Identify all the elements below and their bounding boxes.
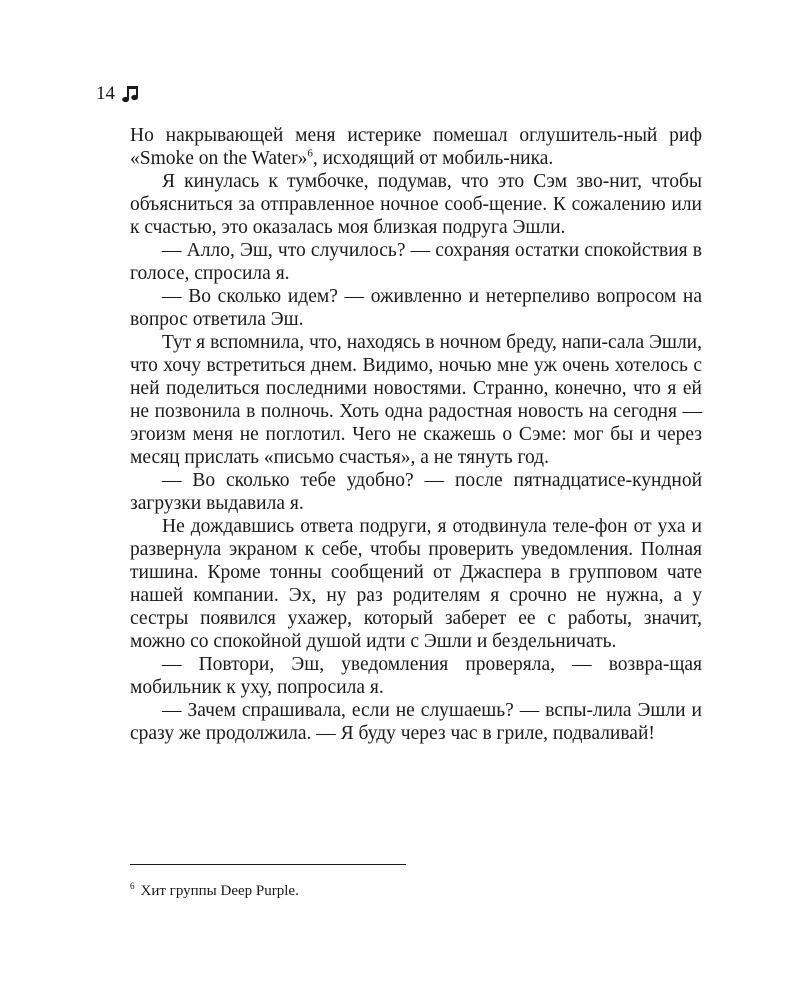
body-text <box>130 124 702 745</box>
paragraph-text: Но накрывающей меня истерике помешал оглушитель-ный риф «Smoke on the Water» <box>130 125 702 169</box>
footnote-text: Хит группы Deep Purple. <box>140 883 299 899</box>
footnote-marker: 6 <box>130 881 135 891</box>
paragraph: Не дождавшись ответа подруги, я отодвинула теле-фон от уха и развернула экраном к себе, чтобы проверить уведомления. Полная тишина. Кроме тонны сообщений от Джаспера в групповом чате нашей компании. Эх, ну раз родителям я срочно не нужна, а у сестры появился ухажер, который заберет ее с работы, значит, можно со спокойной душой идти с Эшли и бездельничать. <box>130 516 702 652</box>
paragraph: — Алло, Эш, что случилось? — сохраняя остатки спокойствия в голосе, спросила я. <box>130 240 702 284</box>
page-header <box>96 82 141 106</box>
paragraph: Тут я вспомнила, что, находясь в ночном бреду, напи-сала Эшли, что хочу встретиться днем. Видимо, ночью мне уж очень хотелось с ней поделиться последними новостями. Странно, конечно, что я ей не позвонила в полночь. Хоть одна радостная новость на сегодня — эгоизм меня не поглотил. Чего не скажешь о Сэме: мог бы и через месяц прислать «письмо счастья», а не тянуть год. <box>130 332 702 468</box>
footnote <box>130 876 299 901</box>
page-number: 14 <box>96 83 115 104</box>
paragraph-text: , исходящий от мобиль-ника. <box>312 148 554 169</box>
paragraph: Я кинулась к тумбочке, подумав, что это Сэм зво-нит, чтобы объясниться за отправленное ночное сооб-щение. К сожалению или к счастью, это оказалась моя близкая подруга Эшли. <box>130 171 702 238</box>
music-note-icon <box>121 84 141 104</box>
paragraph <box>130 124 702 170</box>
footnote-reference[interactable]: 6 <box>307 147 313 160</box>
paragraph: — Зачем спрашивала, если не слушаешь? — вспы-лила Эшли и сразу же продолжила. — Я буду через час в гриле, подваливай! <box>130 700 702 744</box>
paragraph: — Повтори, Эш, уведомления проверяла, — возвра-щая мобильник к уху, попросила я. <box>130 654 702 698</box>
footnote-divider <box>130 864 406 865</box>
paragraph: — Во сколько идем? — оживленно и нетерпеливо вопросом на вопрос ответила Эш. <box>130 286 702 330</box>
paragraph: — Во сколько тебе удобно? — после пятнадцатисе-кундной загрузки выдавила я. <box>130 470 702 514</box>
